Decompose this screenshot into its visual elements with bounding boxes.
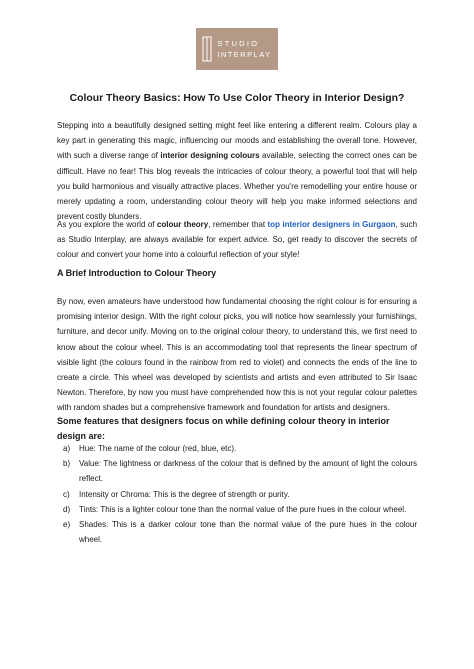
intro-paragraph-1: Stepping into a beautifully designed setting might feel like entering a different realm. Colours play a key part in generating this magic, influencing our moods and establishing the overall tone. However, with such a diverse range of interior designing colours available, selecting the correct ones can be difficult. Have no fear! This blog reveals the intricacies of colour theory, a powerful tool that will help you build harmonious and visually attractive places. Whether you're remodelling your entire house or merely updating a room, understanding colour theory will help you make informed selections and prevent costly blunders. bbox=[57, 121, 417, 222]
intro-paragraph-2: As you explore the world of colour theory, remember that top interior designers in Gurgaon, such as Studio Interplay, are always available for expert advice. So, get ready to discover the secrets of colour and convert your home into a colourful reflection of your style! bbox=[57, 220, 418, 260]
logo-line-1: STUDIO bbox=[217, 39, 260, 48]
list-item: a) Hue: The name of the colour (red, blue, etc). bbox=[63, 444, 237, 453]
logo-mark-icon bbox=[202, 36, 212, 62]
studio-logo bbox=[196, 28, 278, 70]
feature-list bbox=[57, 441, 417, 547]
logo-line-2: INTERPLAY bbox=[217, 50, 272, 59]
section-1-body: By now, even amateurs have understood how fundamental choosing the right colour is for ensuring a promising interior design. With the right colour picks, you will notice how seamlessly your furnishings, furniture, and decor unify. Moving on to the original colour theory, to understand this, we first need to know about the colour wheel. This is an accommodating tool that represents the linear spectrum of visible light (the colours found in the rainbow from red to violet) and connects the ends of the line to create a circle. This wheel was developed by scientists and artists and even attributed to Sir Isaac Newton. Therefore, by now you must have comprehended how this is not your regular colour palettes with random shades but a comprehensive framework and foundation for artists and designers. bbox=[57, 297, 417, 413]
section-heading-1: A Brief Introduction to Colour Theory bbox=[57, 268, 217, 278]
page-title: Colour Theory Basics: How To Use Color Theory in Interior Design? bbox=[69, 93, 405, 104]
designers-gurgaon-link[interactable]: top interior designers in Gurgaon bbox=[267, 220, 396, 229]
list-item: c) Intensity or Chroma: This is the degree of strength or purity. bbox=[63, 489, 290, 499]
list-item: e) Shades: This is a darker colour tone than the normal value of the pure hues in the colour wheel. bbox=[63, 520, 417, 545]
section-heading-2: Some features that designers focus on while defining colour theory in interior design are: bbox=[57, 416, 390, 442]
bold-phrase: interior designing colours bbox=[160, 151, 260, 161]
list-item: d) Tints: This is a lighter colour tone than the normal value of the pure hues in the colour wheel. bbox=[63, 504, 407, 514]
list-item: b) Value: The lightness or darkness of the colour that is defined by the amount of light the colours reflect. bbox=[63, 459, 417, 484]
